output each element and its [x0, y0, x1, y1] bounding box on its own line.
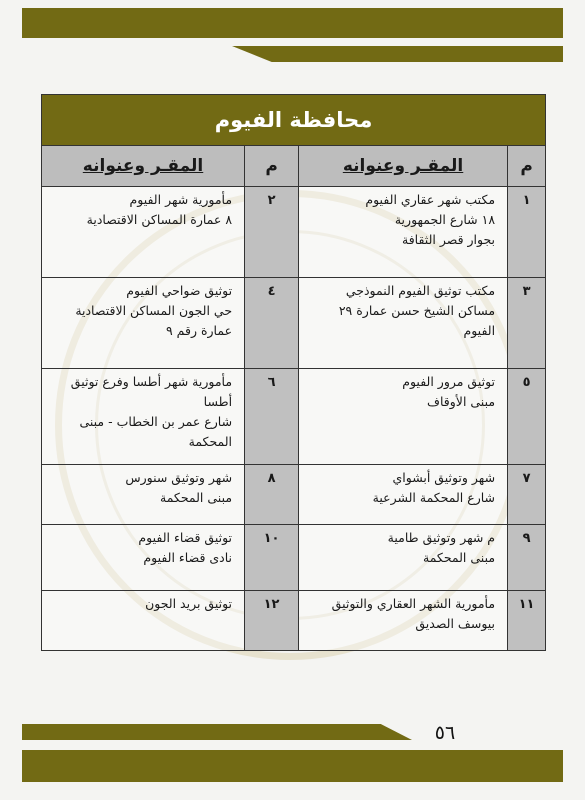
address-line: شهر وتوثيق سنورس — [125, 470, 233, 485]
address-line: م شهر وتوثيق طامية — [387, 530, 496, 545]
address-line: بجوار قصر الثقافة — [402, 232, 496, 247]
address-line: توثيق قضاء الفيوم — [138, 530, 233, 545]
address-line: مبنى المحكمة — [423, 550, 496, 565]
table-row — [42, 187, 546, 278]
office-number: ١١ — [508, 591, 546, 651]
address-line: مكتب توثيق الفيوم النموذجي — [345, 283, 496, 298]
header-num-left: م — [245, 146, 299, 187]
address-line: توثيق مرور الفيوم — [402, 374, 496, 389]
address-line: شهر وتوثيق أبشواي — [392, 470, 496, 485]
address-line: المحكمة — [188, 434, 233, 449]
offices-table — [41, 94, 546, 651]
address-line: توثيق ضواحي الفيوم — [126, 283, 233, 298]
address-line: مأمورية شهر أطسا وفرع توثيق — [70, 374, 233, 389]
office-number: ٥ — [508, 369, 546, 465]
office-number: ٧ — [508, 465, 546, 525]
office-number: ١ — [508, 187, 546, 278]
office-address — [42, 187, 245, 278]
address-line: شارع المحكمة الشرعية — [372, 490, 496, 505]
table-row — [42, 591, 546, 651]
address-line: عمارة رقم ٩ — [165, 323, 233, 338]
table-title-row — [42, 95, 546, 146]
address-line: نادى قضاء الفيوم — [143, 550, 233, 565]
top-decorative-band — [22, 8, 563, 38]
office-address — [299, 591, 508, 651]
office-address — [299, 465, 508, 525]
table-header-row — [42, 146, 546, 187]
address-line: الفيوم — [463, 323, 496, 338]
office-number: ٤ — [245, 278, 299, 369]
office-address — [42, 465, 245, 525]
office-number: ٩ — [508, 525, 546, 591]
office-address — [42, 369, 245, 465]
header-address-left: المقـر وعنوانه — [42, 146, 245, 187]
office-number: ٣ — [508, 278, 546, 369]
address-line: مأمورية شهر الفيوم — [129, 192, 233, 207]
address-line: شارع عمر بن الخطاب - مبنى — [79, 414, 233, 429]
address-line: مكتب شهر عقاري الفيوم — [365, 192, 496, 207]
table-row — [42, 278, 546, 369]
table-row — [42, 369, 546, 465]
table-row — [42, 465, 546, 525]
office-address — [299, 369, 508, 465]
office-number: ١٠ — [245, 525, 299, 591]
address-line: مبنى المحكمة — [160, 490, 233, 505]
office-number: ٦ — [245, 369, 299, 465]
office-number: ٢ — [245, 187, 299, 278]
address-line: أطسا — [203, 394, 233, 409]
address-line: مأمورية الشهر العقاري والتوثيق — [331, 596, 496, 611]
table-title: محافظة الفيوم — [42, 95, 546, 146]
address-line: بيوسف الصديق — [415, 616, 496, 631]
address-line: حي الجون المساكن الاقتصادية — [75, 303, 233, 318]
header-num-right: م — [508, 146, 546, 187]
bottom-decorative-stripe — [22, 724, 412, 740]
office-address — [42, 591, 245, 651]
address-line: مبنى الأوقاف — [427, 394, 496, 409]
address-line: ٨ عمارة المساكن الاقتصادية — [86, 212, 233, 227]
office-address — [42, 278, 245, 369]
address-line: توثيق بريد الجون — [145, 596, 233, 611]
address-line: مساكن الشيخ حسن عمارة ٢٩ — [338, 303, 496, 318]
bottom-decorative-band — [22, 750, 563, 782]
table-row — [42, 525, 546, 591]
office-address — [299, 525, 508, 591]
office-address — [299, 278, 508, 369]
office-number: ١٢ — [245, 591, 299, 651]
top-decorative-stripe — [232, 46, 563, 62]
header-address-right: المقـر وعنوانه — [299, 146, 508, 187]
office-address — [42, 525, 245, 591]
address-line: ١٨ شارع الجمهورية — [394, 212, 496, 227]
page-number: ٥٦ — [434, 722, 456, 744]
office-address — [299, 187, 508, 278]
office-number: ٨ — [245, 465, 299, 525]
